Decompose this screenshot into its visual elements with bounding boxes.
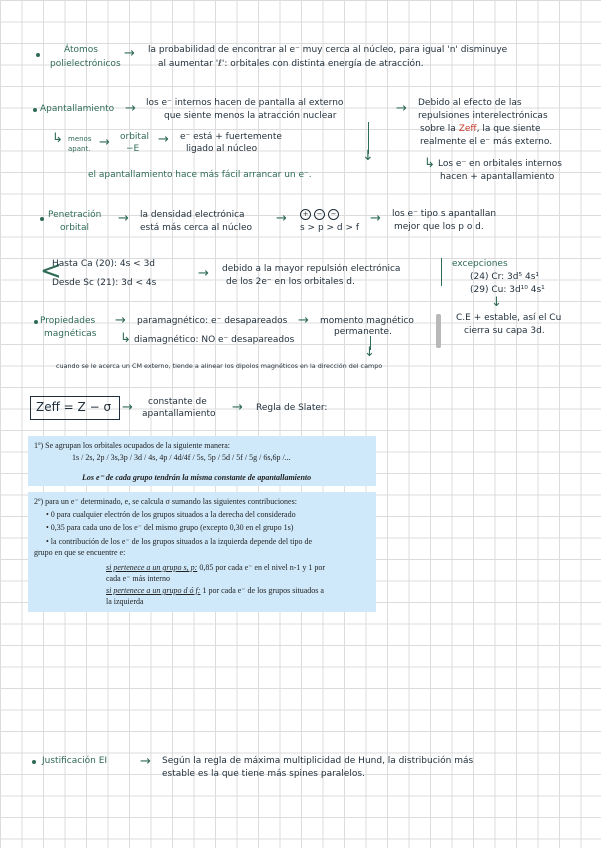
text-fragment: , la que siente <box>476 124 541 134</box>
minus-circle-icon: − <box>314 209 325 220</box>
hook-arrow-icon: ↳ <box>52 131 63 146</box>
conclusion-text: el apantallamiento hace más fácil arrancar un e⁻. <box>88 170 312 180</box>
section-title-polielectronicos: polielectrónicos <box>50 59 121 69</box>
text-line: mejor que los p o d. <box>394 222 484 232</box>
section-title-propiedades: Propiedades <box>40 316 96 326</box>
text-paramagnetico: paramagnético: e⁻ desapareados <box>137 316 288 326</box>
underlined-text: si pertenece a un grupo s, p: <box>106 563 198 572</box>
text-line: estable es la que tiene más spines paralelos. <box>162 769 365 779</box>
text-line: realmente el e⁻ más externo. <box>420 137 553 147</box>
zeff-highlight: Zeff <box>458 124 477 134</box>
text-line: C.E + estable, así el Cu <box>456 313 562 323</box>
arrow-icon: → <box>118 211 129 226</box>
section-title-justificacion: Justificación EI <box>42 756 108 766</box>
text-line: Debido al efecto de las <box>418 98 522 108</box>
text-diamagnetico: diamagnético: NO e⁻ desapareados <box>134 335 295 345</box>
text-line: e⁻ está + fuertemente <box>180 132 282 142</box>
highlighter-mark <box>436 314 441 348</box>
slater-box-1 <box>28 436 376 486</box>
text-line: momento magnético <box>320 316 414 326</box>
zeff-formula: Zeff = Z − σ <box>36 400 112 414</box>
box-line: cada e⁻ más interno <box>106 574 170 583</box>
arrow-icon: → <box>125 101 136 116</box>
arrow-icon: → <box>370 211 381 226</box>
text-line: los e⁻ internos hacen de pantalla al externo <box>146 98 344 108</box>
section-title-magneticas: magnéticas <box>44 329 97 339</box>
bullet-icon <box>32 760 36 764</box>
text-line: ligado al núcleo <box>186 144 258 154</box>
text-menos: menos <box>68 135 92 143</box>
charge-symbols <box>300 208 342 220</box>
box-line <box>106 585 324 596</box>
arrow-icon: → <box>396 101 407 116</box>
section-title-atomos: Átomos <box>64 45 98 55</box>
arrow-icon: → <box>140 754 151 769</box>
text-line: Desde Sc (21): 3d < 4s <box>52 278 157 288</box>
text-minus-e: −E <box>126 144 140 154</box>
bullet-icon <box>40 217 44 221</box>
box-line: • 0,35 para cada uno de los e⁻ del mismo grupo (excepto 0,30 en el grupo 1s) <box>46 523 294 532</box>
box-line: 1s / 2s, 2p / 3s,3p / 3d / 4s, 4p / 4d/4f / 5s, 5p / 5d / 5f / 5g / 6s,6p /... <box>72 453 291 462</box>
section-title-apantallamiento: Apantallamiento <box>40 104 115 114</box>
text-line: constante de <box>148 397 207 407</box>
minus-circle-icon: − <box>328 209 339 220</box>
text-fragment: sobre la <box>420 124 456 134</box>
arrow-icon: → <box>124 46 135 61</box>
hook-arrow-icon: ↳ <box>424 156 435 171</box>
text-line: la probabilidad de encontrar al e⁻ muy cerca al núcleo, para igual 'n' disminuye <box>148 45 508 55</box>
exception-cu: (29) Cu: 3d¹⁰ 4s¹ <box>470 285 545 295</box>
box-line: la izquierda <box>106 597 144 606</box>
arrow-icon: → <box>122 400 133 415</box>
text-line: repulsiones interelectrónicas <box>418 111 548 121</box>
section-title-orbital: orbital <box>60 223 89 233</box>
slater-box-2 <box>28 492 376 612</box>
slater-rule: Regla de Slater: <box>256 403 328 413</box>
magnetic-note: cuando se le acerca un CM externo, tiende a alinear los dipolos magnéticos en la dirección del campo <box>56 362 383 370</box>
bracket-left: < <box>40 256 62 286</box>
down-arrow-icon: ↓ <box>362 148 374 164</box>
text-line: Hasta Ca (20): 4s < 3d <box>52 259 156 269</box>
text-line: cierra su capa 3d. <box>464 326 545 336</box>
arrow-icon: → <box>232 400 243 415</box>
plus-circle-icon: + <box>300 209 311 220</box>
arrow-icon: → <box>298 313 309 328</box>
text-line: apantallamiento <box>142 409 216 419</box>
bullet-icon <box>33 108 37 112</box>
section-title-penetracion: Penetración <box>48 210 102 220</box>
arrow-icon: → <box>198 266 209 281</box>
hook-arrow-icon: ↳ <box>120 331 131 346</box>
underlined-text: si pertenece a un grupo d ó f: <box>106 586 201 595</box>
bullet-icon <box>36 53 40 57</box>
bracket-right <box>437 258 442 286</box>
text-line: permanente. <box>334 327 392 337</box>
box-line: 2º) para un e⁻ determinado, e, se calcula σ sumando las siguientes contribuciones: <box>34 497 297 506</box>
text-line: está más cerca al núcleo <box>140 223 253 233</box>
text-line: los e⁻ tipo s apantallan <box>392 209 497 219</box>
arrow-icon: → <box>158 132 169 147</box>
text-line: de los 2e⁻ en los orbitales d. <box>226 277 355 287</box>
down-arrow-icon: ↓ <box>491 295 502 310</box>
orbital-order: s > p > d > f <box>300 223 360 233</box>
text-line: Los e⁻ en orbitales internos <box>438 159 562 169</box>
box-line <box>106 562 325 573</box>
exception-cr: (24) Cr: 3d⁵ 4s¹ <box>470 272 539 282</box>
text-line: hacen + apantallamiento <box>440 172 555 182</box>
box-line: 1º) Se agrupan los orbitales ocupados de la siguiente manera: <box>34 441 230 450</box>
exceptions-title: excepciones <box>452 259 508 269</box>
arrow-icon: → <box>276 211 287 226</box>
text-line: la densidad electrónica <box>140 210 245 220</box>
text-fragment: 1 por cada e⁻ de los grupos situados a <box>200 586 324 595</box>
bullet-icon <box>34 320 38 324</box>
arrow-icon: → <box>99 135 110 150</box>
text-fragment: 0,85 por cada e⁻ en el nivel n-1 y 1 por <box>197 563 326 572</box>
box-line: • 0 para cualquier electrón de los grupos situados a la derecha del considerado <box>46 510 296 519</box>
arrow-icon: → <box>115 313 126 328</box>
box-line-emphasis: Los e⁻ de cada grupo tendrán la misma constante de apantallamiento <box>82 473 312 482</box>
text-line: debido a la mayor repulsión electrónica <box>222 264 401 274</box>
box-line: • la contribución de los e⁻ de los grupos situados a la izquierda depende del tipo de <box>46 537 313 546</box>
down-arrow-icon: ↓ <box>364 345 375 360</box>
text-line: al aumentar 'ℓ': orbitales con distinta energía de atracción. <box>158 59 424 69</box>
text-line <box>420 123 541 135</box>
text-line: Según la regla de máxima multiplicidad de Hund, la distribución más <box>162 756 474 766</box>
box-line: grupo en que se encuentre e: <box>34 548 126 557</box>
text-orbital: orbital <box>120 132 149 142</box>
text-line: que siente menos la atracción nuclear <box>164 111 337 121</box>
text-apant: apant. <box>68 145 91 153</box>
